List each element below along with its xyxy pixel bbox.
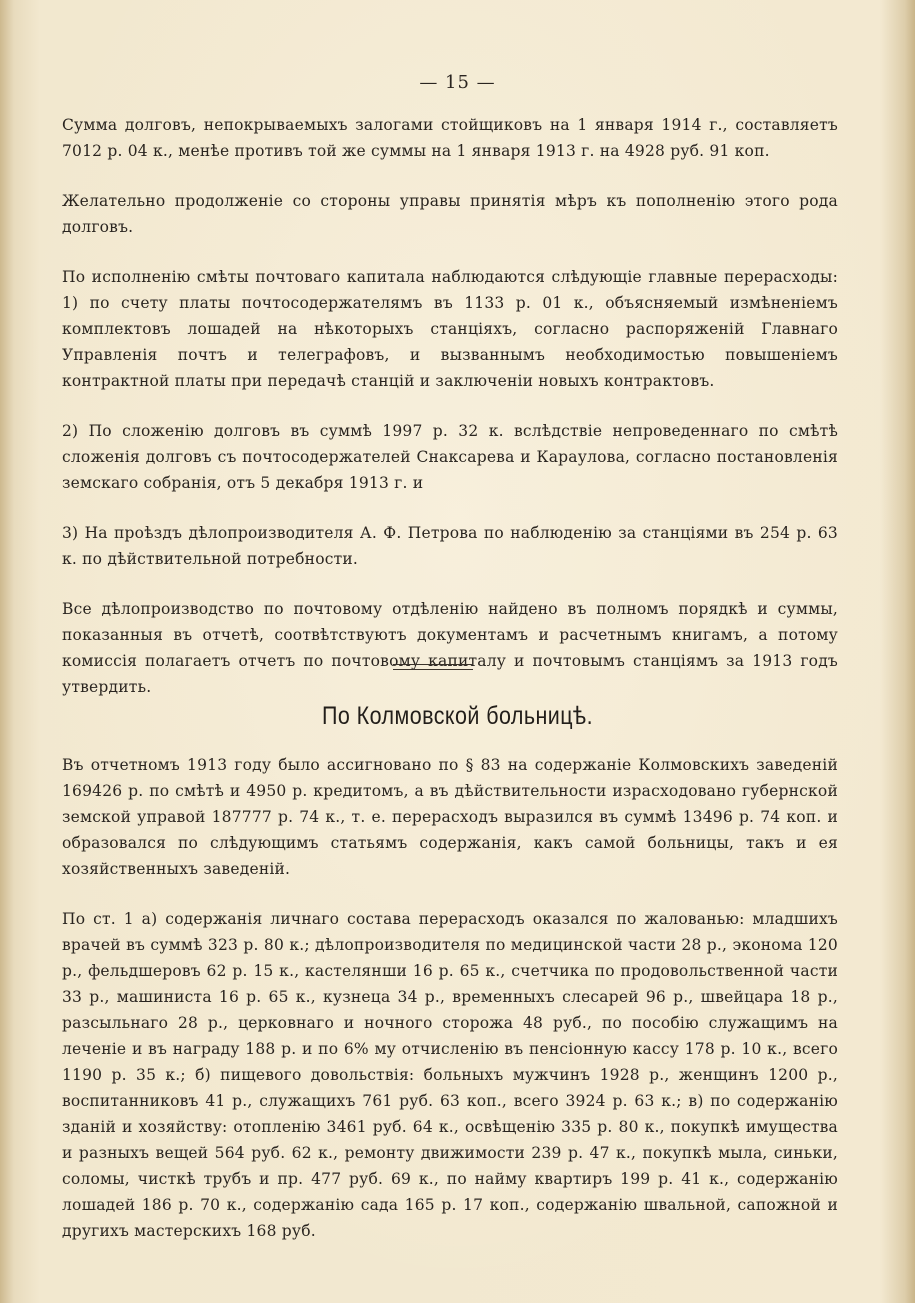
page-number: — 15 —	[419, 72, 496, 93]
section-divider	[393, 664, 473, 670]
paragraph-debt-writeoff: 2) По сложенію долговъ въ суммѣ 1997 р. 32 к. вслѣдствіе непроведеннаго по смѣтѣ сложенія долговъ съ почтосодержателей Снаксарева и Караулова, согласно постановленія земскаго собранія, отъ 5 декабря 1913 г. и	[62, 422, 838, 492]
paragraph-postal-overspending: По исполненію смѣты почтоваго капитала наблюдаются слѣдующіе главные перерасходы: 1) по счету платы почтосодержателямъ въ 1133 р. 01 к., объясняемый измѣненіемъ комплектовъ лошадей на нѣкоторыхъ станціяхъ, согласно распоряженій Главнаго Управленія почтъ и телеграфовъ, и вызваннымъ необходимостью повышеніемъ контрактной платы при передачѣ станцій и заключеніи новыхъ контрактовъ.	[62, 268, 838, 390]
paragraph-commission-conclusion: Все дѣлопроизводство по почтовому отдѣленію найдено въ полномъ порядкѣ и суммы, показанныя въ отчетѣ, соотвѣтствуютъ документамъ и расчетнымъ книгамъ, а потому комиссія полагаетъ отчетъ по почтовому капиталу и почтовымъ станціямъ за 1913 годъ утвердить.	[62, 600, 838, 696]
paragraph-kolmovo-itemized: По ст. 1 а) содержанія личнаго состава перерасходъ оказался по жалованью: младшихъ врачей въ суммѣ 323 р. 80 к.; дѣлопроизводителя по медицинской части 28 р., эконома 120 р., фельдшеровъ 62 р. 15 к., кастелянши 16 р. 65 к., счетчика по продовольственной части 33 р., машиниста 16 р. 65 к., кузнеца 34 р., временныхъ слесарей 96 р., швейцара 18 р., разсыльнаго 28 р., церковнаго и ночного сторожа 48 руб., по пособію служащимъ на леченіе и въ награду 188 р. и по 6% му отчисленію въ пенсіонную кассу 178 р. 10 к., всего 1190 р. 35 к.; б) пищевого довольствія: больныхъ мужчинъ 1928 р., женщинъ 1200 р., воспитанниковъ 41 р., служащихъ 761 руб. 63 коп., всего 3924 р. 63 к.; в) по содержанію зданій и хозяйству: отопленію 3461 руб. 64 к., освѣщенію 335 р. 80 к., покупкѣ имущества и разныхъ вещей 564 руб. 62 к., ремонту движимости 239 р. 47 к., покупкѣ мыла, синьки, соломы, чисткѣ трубъ и пр. 477 руб. 69 к., по найму квартиръ 199 р. 41 к., содержанію лошадей 186 р. 70 к., содержанію сада 165 р. 17 коп., содержанію швальной, сапожной и другихъ мастерскихъ 168 руб.	[62, 910, 838, 1240]
paragraph-travel-expenses: 3) На проѣздъ дѣлопроизводителя А. Ф. Петрова по наблюденію за станціями въ 254 р. 63 к. по дѣйствительной потребности.	[62, 524, 838, 568]
section-heading: По Колмовской больницѣ.	[322, 702, 593, 730]
paragraph-kolmovo-budget: Въ отчетномъ 1913 году было ассигновано по § 83 на содержаніе Колмовскихъ заведеній 169426 р. по смѣтѣ и 4950 р. кредитомъ, а въ дѣйствительности израсходовано губернской земской управой 187777 р. 74 к., т. е. перерасходъ выразился въ суммѣ 13496 р. 74 коп. и образовался по слѣдующимъ статьямъ содержанія, какъ самой больницы, такъ и ея хозяйственныхъ заведеній.	[62, 756, 838, 878]
paragraph-debts-total: Сумма долговъ, непокрываемыхъ залогами стойщиковъ на 1 января 1914 г., составляетъ 7012 р. 04 к., менѣе противъ той же суммы на 1 января 1913 г. на 4928 руб. 91 коп.	[62, 116, 838, 160]
paragraph-debts-measures: Желательно продолженіе со стороны управы принятія мѣръ къ пополненію этого рода долговъ.	[62, 192, 838, 236]
bottom-text-block	[62, 752, 838, 1268]
top-text-block	[62, 112, 838, 724]
